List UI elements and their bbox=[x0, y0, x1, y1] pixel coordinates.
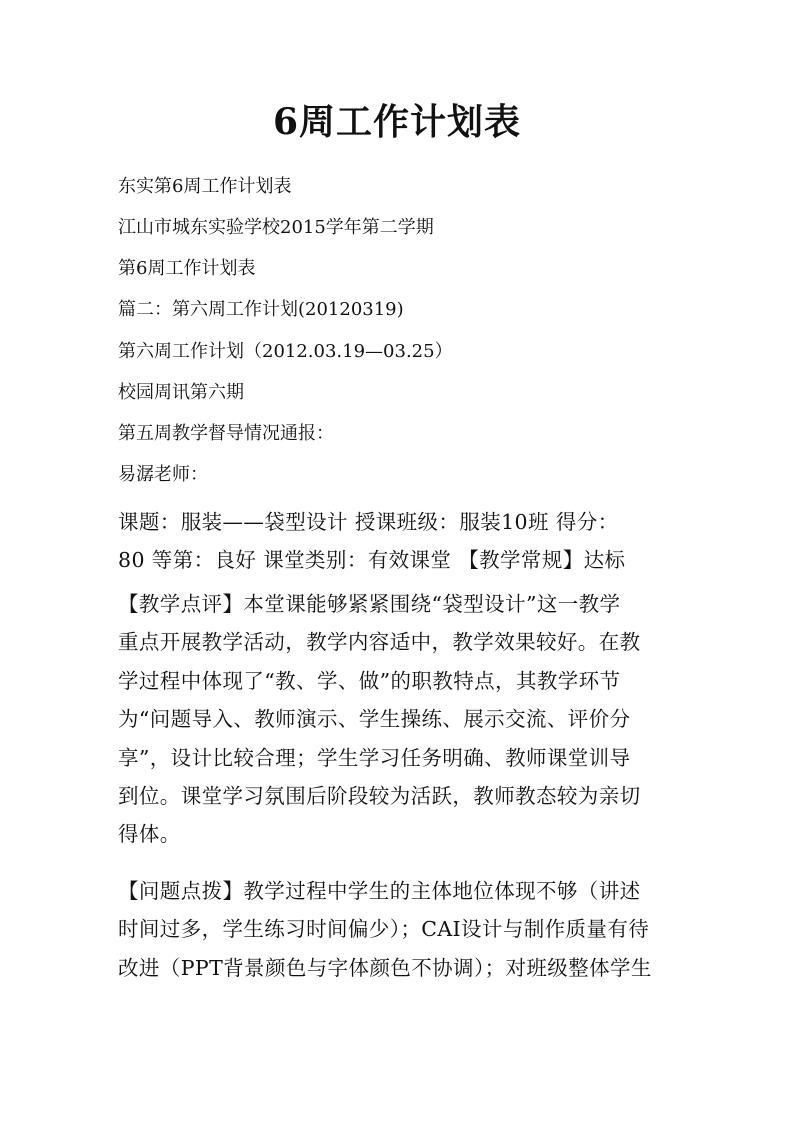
lesson-info-paragraph bbox=[118, 503, 680, 580]
paragraph-line: 80 等第：良好 课堂类别：有效课堂 【教学常规】达标 bbox=[118, 548, 626, 573]
paragraph-line: 为“问题导入、教师演示、学生操练、展示交流、评价分 bbox=[118, 707, 631, 732]
paragraph-line: 到位。课堂学习氛围后阶段较为活跃，教师教态较为亲切 bbox=[118, 783, 641, 808]
paragraph-line: 【问题点拨】教学过程中学生的主体地位体现不够（讲述 bbox=[118, 879, 641, 903]
text-line: 第六周工作计划（2012.03.19—03.25） bbox=[118, 341, 453, 362]
paragraph-line: 享”，设计比较合理；学生学习任务明确、教师课堂训导 bbox=[118, 745, 631, 770]
text-line: 第五周教学督导情况通报： bbox=[118, 423, 334, 444]
paragraph-line: 课题：服装——袋型设计 授课班级：服装10班 得分： bbox=[118, 510, 619, 534]
paragraph-line: 时间过多，学生练习时间偏少）；CAI设计与制作质量有待 bbox=[118, 917, 650, 942]
text-line: 第6周工作计划表 bbox=[118, 258, 256, 279]
text-line: 江山市城东实验学校2015学年第二学期 bbox=[118, 217, 434, 238]
text-line: 东实第6周工作计划表 bbox=[118, 176, 292, 197]
paragraph-line: 改进（PPT背景颜色与字体颜色不协调）；对班级整体学生 bbox=[118, 955, 652, 980]
paragraph-line: 重点开展教学活动，教学内容适中，教学效果较好。在教 bbox=[118, 630, 641, 655]
teaching-comment-paragraph bbox=[118, 585, 680, 854]
text-line: 易潺老师： bbox=[118, 464, 208, 485]
paragraph-line: 学过程中体现了“教、学、做”的职教特点，其教学环节 bbox=[118, 668, 621, 693]
document-title: 6周工作计划表 bbox=[272, 101, 522, 143]
problem-notes-paragraph bbox=[118, 872, 680, 987]
paragraph-line: 得体。 bbox=[118, 822, 181, 847]
text-line: 篇二：第六周工作计划(20120319) bbox=[118, 299, 404, 320]
text-line: 校园周讯第六期 bbox=[118, 382, 244, 403]
paragraph-line: 【教学点评】本堂课能够紧紧围绕“袋型设计”这一教学 bbox=[118, 592, 621, 616]
